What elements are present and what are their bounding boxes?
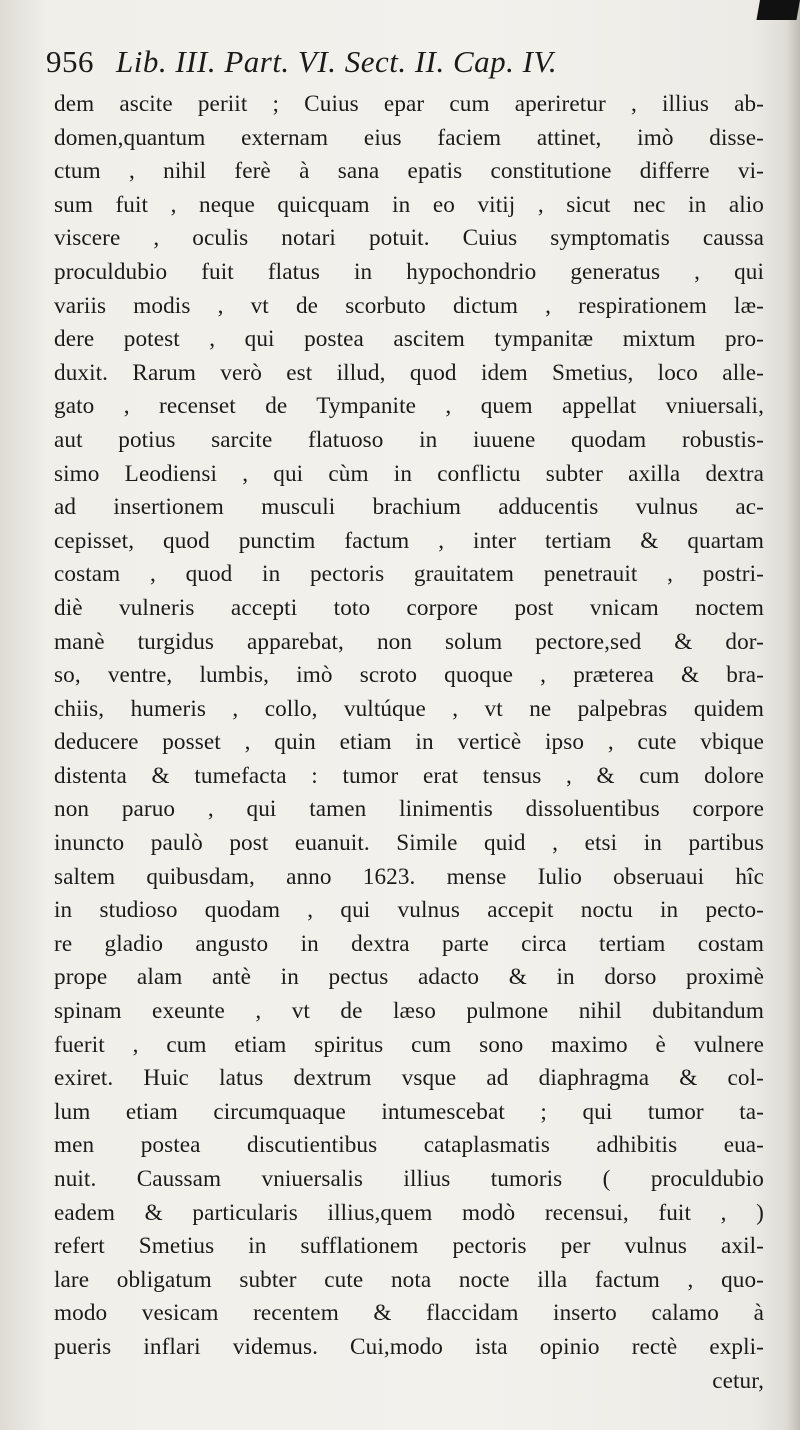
text-line: pueris inflari videmus. Cui,modo ista opinio rectè expli- [54,1333,764,1360]
running-title: Lib. III. Part. VI. Sect. II. Cap. IV. [116,44,558,79]
text-line: refert Smetius in sufflationem pectoris per vulnus axil- [54,1233,764,1260]
text-line: dere potest , qui postea ascitem tympanitæ mixtum pro- [54,326,764,353]
text-line: men postea discutientibus cataplasmatis adhibitis eua- [54,1132,764,1159]
text-line: viscere , oculis notari potuit. Cuius symptomatis caussa [54,225,764,252]
text-line: fuerit , cum etiam spiritus cum sono maximo è vulnere [54,1031,764,1058]
text-line: variis modis , vt de scorbuto dictum , respirationem læ- [54,292,764,319]
text-line: distenta & tumefacta : tumor erat tensus , & cum dolore [54,762,764,789]
text-line: dem ascite periit ; Cuius epar cum aperiretur , illius ab- [54,91,764,117]
text-line: spinam exeunte , vt de læso pulmone nihil dubitandum [54,998,764,1025]
text-line: sum fuit , neque quicquam in eo vitij , sicut nec in alio [54,191,764,218]
text-line: in studioso quodam , qui vulnus accepit noctu in pecto- [54,897,764,924]
text-line: saltem quibusdam, anno 1623. mense Iulio obseruaui hîc [54,863,764,890]
text-line: nuit. Caussam vniuersalis illius tumoris ( proculdubio [54,1166,764,1192]
text-line: domen,quantum externam eius faciem attinet, imò disse- [54,124,764,151]
text-line: exiret. Huic latus dextrum vsque ad diaphragma & col- [54,1065,764,1092]
text-line: inuncto paulò post euanuit. Simile quid , etsi in partibus [54,830,764,857]
text-line: lare obligatum subter cute nota nocte illa factum , quo- [54,1266,764,1293]
text-line: costam , quod in pectoris grauitatem penetrauit , postri- [54,561,764,588]
text-line: eadem & particularis illius,quem modò recensui, fuit , ) [54,1199,764,1226]
text-line: lum etiam circumquaque intumescebat ; qui tumor ta- [54,1098,764,1125]
text-line: ctum , nihil ferè à sana epatis constitutione differre vi- [54,158,764,185]
scan-corner-shadow [756,0,800,20]
text-line: simo Leodiensi , qui cùm in conflictu subter axilla dextra [54,460,764,487]
catchword: cetur, [712,1367,764,1394]
text-body [54,88,764,1398]
text-line: proculdubio fuit flatus in hypochondrio generatus , qui [54,258,764,285]
text-line: aut potius sarcite flatuoso in iuuene quodam robustis- [54,426,764,453]
text-line: diè vulneris accepti toto corpore post vnicam noctem [54,594,764,621]
text-line: chiis, humeris , collo, vultúque , vt ne palpebras quidem [54,695,764,722]
text-line: gato , recenset de Tympanite , quem appellat vniuersali, [54,393,764,420]
text-line: modo vesicam recentem & flaccidam inserto calamo à [54,1300,764,1327]
text-line: manè turgidus apparebat, non solum pectore,sed & dor- [54,628,764,655]
text-line: so, ventre, lumbis, imò scroto quoque , præterea & bra- [54,662,764,689]
text-line: prope alam antè in pectus adacto & in dorso proximè [54,964,764,991]
page-edge-shadow [786,0,800,1430]
text-line: deducere posset , quin etiam in verticè ipso , cute vbique [54,729,764,756]
text-line: cepisset, quod punctim factum , inter tertiam & quartam [54,527,764,554]
page-number: 956 [46,44,94,79]
running-header [46,44,746,86]
text-line: re gladio angusto in dextra parte circa tertiam costam [54,930,764,957]
text-line: ad insertionem musculi brachium adducentis vulnus ac- [54,494,764,521]
text-line: non paruo , qui tamen linimentis dissoluentibus corpore [54,796,764,823]
text-line: duxit. Rarum verò est illud, quod idem Smetius, loco alle- [54,359,764,386]
